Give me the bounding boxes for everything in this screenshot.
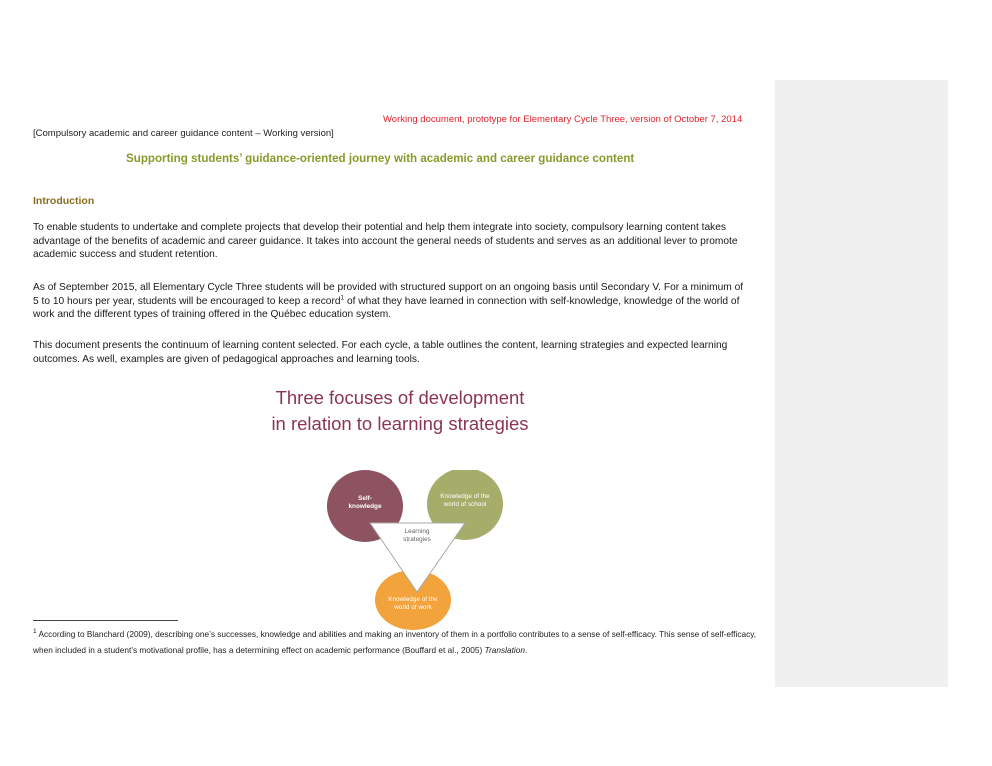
footnote-number: 1 <box>33 628 37 636</box>
self-knowledge-label-2: knowledge <box>348 503 382 510</box>
intro-paragraph-2 <box>33 281 748 322</box>
learning-strategies-label-1: Learning <box>404 528 430 535</box>
world-of-school-label-2: world of school <box>443 501 487 508</box>
world-of-work-label-1: Knowledge of the <box>388 596 438 603</box>
comment-sidebar <box>775 80 948 687</box>
page-title: Supporting students’ guidance-oriented journey with academic and career guidance content <box>126 152 635 165</box>
introduction-heading: Introduction <box>33 195 95 207</box>
figure-title <box>200 385 600 437</box>
intro-paragraph-2-text: As of September 2015, all Elementary Cycle Three students will be provided with structured support on an ongoing basis until Secondary V. For a minimum of 5 to 10 hours per year, students will be encouraged to keep a record <box>33 282 744 307</box>
footnote-separator <box>33 620 178 621</box>
self-knowledge-label-1: Self- <box>358 495 372 502</box>
footnote-text: According to Blanchard (2009), describing one’s successes, knowledge and abilities and making an inventory of them in a portfolio contributes to a sense of self-efficacy. This sense of self-efficacy, when included in a student’s motivational profile, has a determining effect on academic performance (Bouffard et al., 2005) <box>33 629 757 655</box>
intro-paragraph-1: To enable students to undertake and complete projects that develop their potential and help them integrate into society, compulsory learning content takes advantage of the benefits of academic and career guidance. It takes into account the general needs of students and serves as an additional lever to promote academic success and student retention. <box>33 222 738 260</box>
figure-title-line-2: in relation to learning strategies <box>271 413 529 434</box>
focuses-diagram <box>325 470 505 630</box>
intro-paragraph-2-text-end: of what they have learned in connection with self-knowledge, knowledge of the world of work and the different types of training offered in the Québec education system. <box>33 295 740 320</box>
working-document-note: Working document, prototype for Elementary Cycle Three, version of October 7, 2014 <box>383 114 743 125</box>
figure-title-line-1: Three focuses of development <box>275 387 525 408</box>
world-of-work-label-2: world of work <box>394 604 432 611</box>
footnote <box>33 626 763 658</box>
footnote-translation: Translation <box>484 645 525 655</box>
learning-strategies-label-2: strategies <box>403 536 431 543</box>
footnote-reference[interactable]: 1 <box>340 294 345 302</box>
document-label: [Compulsory academic and career guidance content – Working version] <box>33 128 334 139</box>
world-of-school-label-1: Knowledge of the <box>440 493 490 500</box>
footnote-end: . <box>524 645 528 655</box>
intro-paragraph-3: This document presents the continuum of learning content selected. For each cycle, a table outlines the content, learning strategies and expected learning outcomes. As well, examples are given of pedagogical approaches and learning tools. <box>33 340 728 365</box>
